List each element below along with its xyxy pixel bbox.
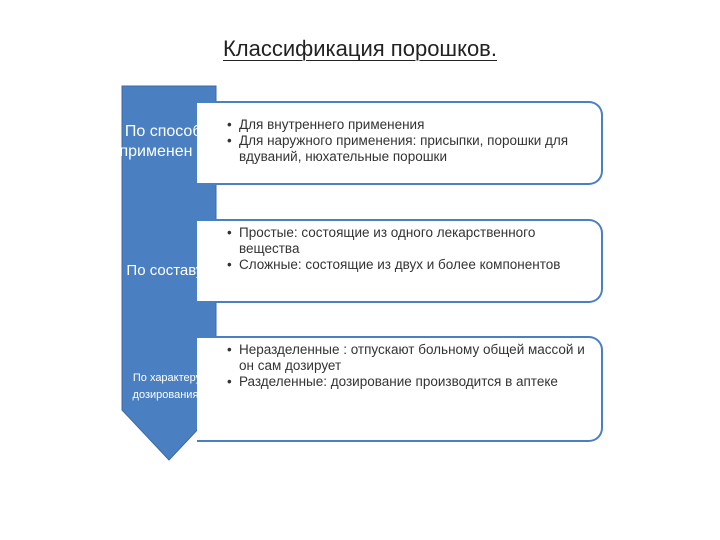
bullet-list bbox=[227, 342, 595, 390]
list-item: • Для наружного применения: присыпки, порошки для вдуваний, нюхательные порошки bbox=[227, 133, 595, 165]
category-label-dosing: По характеру дозирования: bbox=[132, 372, 202, 401]
bullet-list bbox=[227, 117, 595, 165]
page-title: Классификация порошков. bbox=[222, 36, 497, 61]
list-item: • Неразделенные : отпускают больному общей массой и он сам дозирует bbox=[227, 342, 595, 374]
category-box-composition bbox=[197, 219, 603, 303]
list-item: • Для внутреннего применения bbox=[227, 117, 595, 133]
list-item: • Простые: состоящие из одного лекарственного вещества bbox=[227, 225, 595, 257]
bullet-list bbox=[227, 225, 595, 273]
category-box-method bbox=[197, 101, 603, 185]
category-label-composition: По составу: bbox=[126, 262, 208, 279]
category-label-method: По способу применен ия bbox=[119, 123, 215, 160]
list-item: • Сложные: состоящие из двух и более компонентов bbox=[227, 257, 595, 273]
list-item: • Разделенные: дозирование производится в аптеке bbox=[227, 374, 595, 390]
category-box-dosing bbox=[197, 336, 603, 442]
